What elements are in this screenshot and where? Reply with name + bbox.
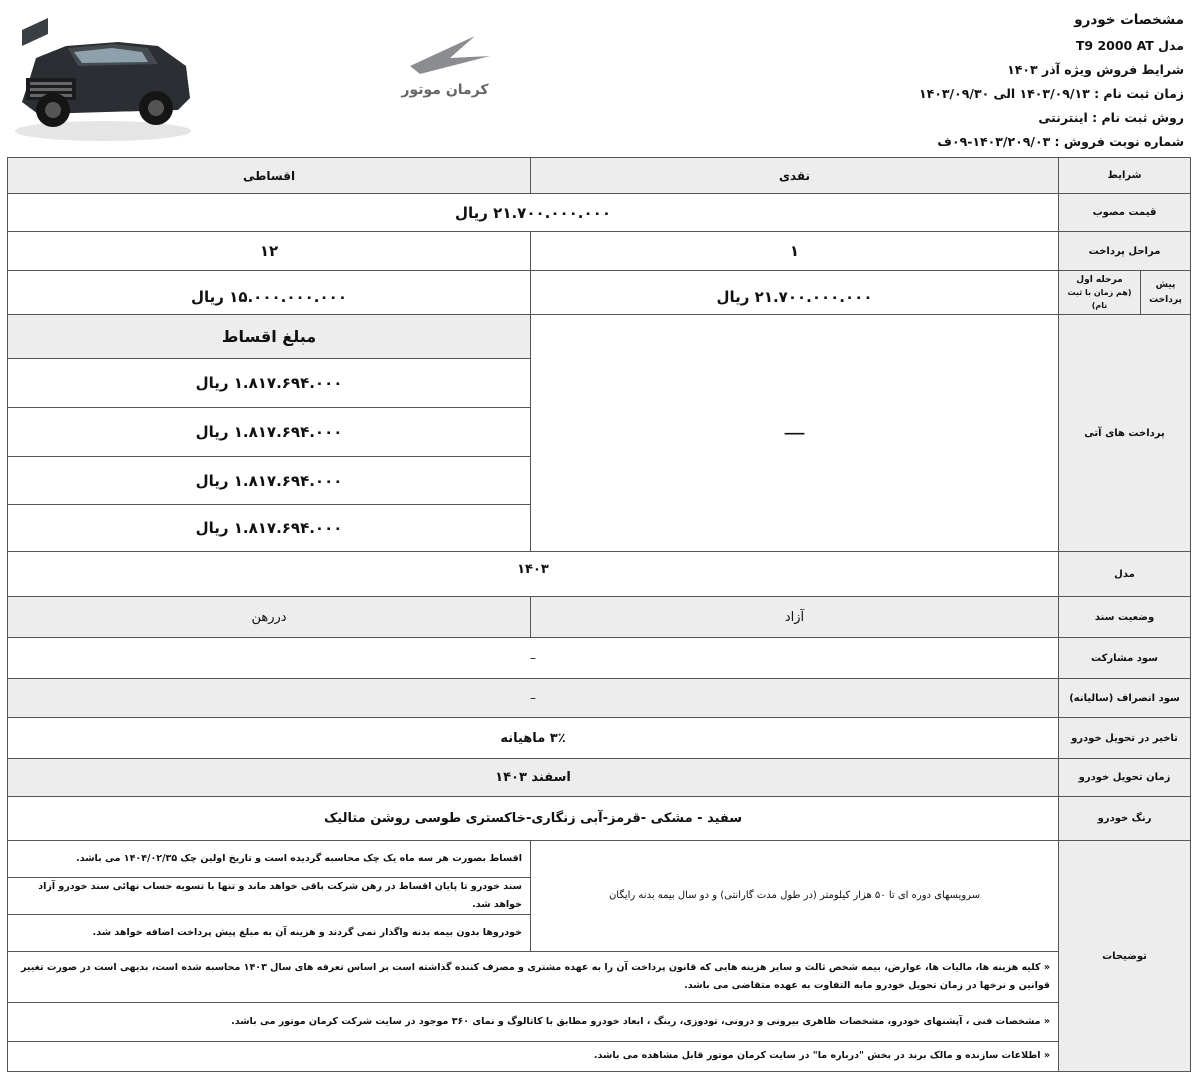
model-value: ۱۴۰۳ xyxy=(7,551,1059,597)
label-model: مدل xyxy=(1058,551,1191,597)
header-model: مدل T9 2000 AT xyxy=(1075,38,1184,53)
header-installment: اقساطی xyxy=(7,157,531,194)
label-notes: توضیحات xyxy=(1058,840,1191,1072)
general-note: « مشخصات فنی ، آپشنهای خودرو، مشخصات ظاهری بیرونی و درونی، تودوزی، رینگ ، ابعاد خودرو مطابق با کاتالوگ و نمای ۳۶۰ موجود در سایت شرکت کرمان موتور می باشد. xyxy=(7,1002,1059,1042)
installment-amount-header: مبلغ اقساط xyxy=(7,314,531,359)
label-color: رنگ خودرو xyxy=(1058,796,1191,841)
installment-row: ۱.۸۱۷.۶۹۴.۰۰۰ ریال xyxy=(7,358,531,408)
installment-row: ۱.۸۱۷.۶۹۴.۰۰۰ ریال xyxy=(7,456,531,505)
cash-stages: ۱ xyxy=(530,231,1059,271)
label-participation-profit: سود مشارکت xyxy=(1058,637,1191,679)
label-approved-price: قیمت مصوب xyxy=(1058,193,1191,232)
installment-document-status: دررهن xyxy=(7,596,531,638)
cash-note: سرویسهای دوره ای تا ۵۰ هزار کیلومتر (در طول مدت گارانتی) و دو سال بیمه بدنه رایگان xyxy=(530,840,1059,952)
approved-price-value: ۲۱.۷۰۰.۰۰۰.۰۰۰ ریال xyxy=(7,193,1059,232)
delivery-delay-value: ۳٪ ماهیانه xyxy=(7,717,1059,759)
logo-text: کرمان موتور xyxy=(401,82,489,98)
installment-prepayment: ۱۵.۰۰۰.۰۰۰.۰۰۰ ریال xyxy=(7,270,531,315)
label-conditions: شرایط xyxy=(1058,157,1191,194)
header-registration-method: روش ثبت نام : اینترنتی xyxy=(1038,110,1184,125)
cancellation-profit-value: – xyxy=(7,678,1059,718)
installment-row: ۱.۸۱۷.۶۹۴.۰۰۰ ریال xyxy=(7,407,531,457)
label-prepayment: پیش پرداخت xyxy=(1140,270,1191,315)
logo-mark-icon xyxy=(380,28,510,78)
general-note: « کلیه هزینه ها، مالیات ها، عوارض، بیمه شخص ثالث و سایر هزینه هایی که قانون پرداخت آن را به عهده مشتری و مصرف کننده گذاشته است بر اساس تعرفه های سال ۱۴۰۳ محاسبه شده است، بدیهی است در صورت تغییر قوانین و نرخها در زمان تحویل خودرو مابه التفاوت به عهده متقاضی می باشد. xyxy=(7,951,1059,1003)
label-delivery-time: زمان تحویل خودرو xyxy=(1058,758,1191,797)
installment-stages: ۱۲ xyxy=(7,231,531,271)
installment-note: اقساط بصورت هر سه ماه یک چک محاسبه گردیده است و تاریخ اولین چک ۱۴۰۴/۰۲/۳۵ می باشد. xyxy=(7,840,531,878)
label-future-payments: پرداخت های آتی xyxy=(1058,314,1191,552)
header-sale-number: شماره نوبت فروش : ۱۴۰۳/۲۰۹/۰۳-۰۹ف xyxy=(937,134,1184,149)
pickup-truck-image xyxy=(8,6,198,146)
first-stage-note: (هم زمان با ثبت نام) xyxy=(1067,287,1132,310)
label-document-status: وضعیت سند xyxy=(1058,596,1191,638)
first-stage-title: مرحله اول xyxy=(1076,274,1123,285)
kerman-motor-logo xyxy=(380,28,510,108)
cash-future-payments: — xyxy=(530,314,1059,552)
cash-prepayment: ۲۱.۷۰۰.۰۰۰.۰۰۰ ریال xyxy=(530,270,1059,315)
installment-note: خودروها بدون بیمه بدنه واگذار نمی گردند و هزینه آن به مبلغ پیش پرداخت اضافه خواهد شد. xyxy=(7,914,531,952)
participation-profit-value: – xyxy=(7,637,1059,679)
header-cash: نقدی xyxy=(530,157,1059,194)
general-note: « اطلاعات سازنده و مالک برند در بخش "درباره ما" در سایت کرمان موتور قابل مشاهده می باشد. xyxy=(7,1041,1059,1072)
label-delivery-delay: تاخیر در تحویل خودرو xyxy=(1058,717,1191,759)
header-title: مشخصات خودرو xyxy=(1074,12,1184,28)
cash-document-status: آزاد xyxy=(530,596,1059,638)
label-cancellation-profit: سود انصراف (سالیانه) xyxy=(1058,678,1191,718)
delivery-time-value: اسفند ۱۴۰۳ xyxy=(7,758,1059,797)
label-payment-stages: مراحل پرداخت xyxy=(1058,231,1191,271)
label-first-stage xyxy=(1058,270,1141,315)
header-sale-terms: شرایط فروش ویژه آذر ۱۴۰۳ xyxy=(1007,62,1184,77)
header-registration-time: زمان ثبت نام : ۱۴۰۳/۰۹/۱۳ الی ۱۴۰۳/۰۹/۳۰ xyxy=(919,86,1184,101)
color-value: سفید - مشکی -قرمز-آبی زنگاری-خاکستری طوسی روشن متالیک xyxy=(7,796,1059,841)
installment-note: سند خودرو تا پایان اقساط در رهن شرکت باقی خواهد ماند و تنها با تسویه حساب نهائی سند خودرو آزاد خواهد شد. xyxy=(7,877,531,915)
installment-row: ۱.۸۱۷.۶۹۴.۰۰۰ ریال xyxy=(7,504,531,552)
